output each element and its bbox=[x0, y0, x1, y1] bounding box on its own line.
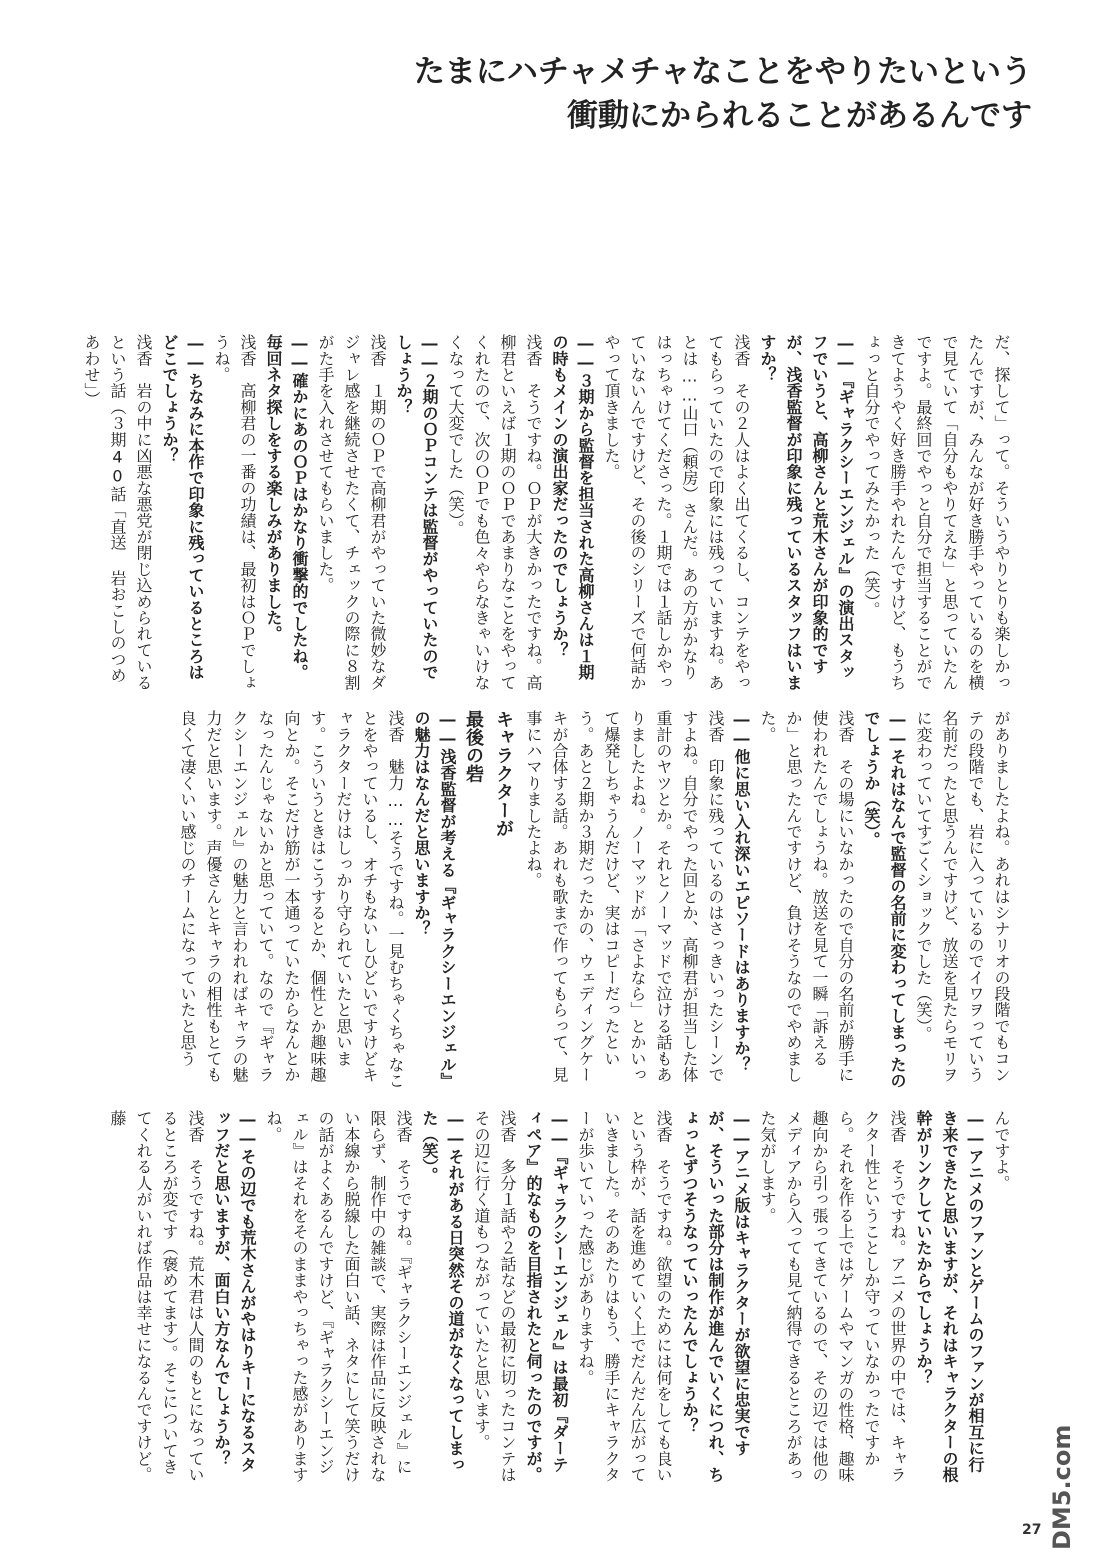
interview-paragraph: 浅香 岩の中に凶悪な悪党が閉じ込められているという話（３期40話「直送 岩おこしのつめあわせ」） bbox=[82, 334, 153, 691]
interview-question: ――それはなんで監督の名前に変わってしまったのでしょうか（笑）。 bbox=[862, 710, 907, 1089]
headline-line-2: 衝動にかられることがあるんです bbox=[567, 98, 1032, 134]
interview-question: ――他に思い入れ深いエピソードはありますか？ bbox=[732, 710, 751, 1073]
interview-paragraph: 浅香 そうですね。アニメの世界の中では、キャラクター性ということしか守っていなかったですから。それを作る上ではゲームやマンガの性格、趣味趣向から引っ張ってきているので、その辺では他のメディアから入っても見て納得できるところがあった気がします。 bbox=[758, 1110, 907, 1483]
interview-paragraph: 浅香 そうですね。ＯＰが大きかったですね。高柳君といえば１期のＯＰであまりなことをやってくれたので、次のＯＰでも色々やらなきゃいけなくなって大変でした（笑）。 bbox=[446, 334, 543, 691]
interview-paragraph: 浅香 そうですね。荒木君は人間のもとになっているところが変です（褒めてます）。そこについてきてくれる人がいれば作品は幸せになるんですけど。藤 bbox=[108, 1110, 205, 1483]
interview-paragraph: 浅香 そうですね。『ギャラクシーエンジェル』に限らず、制作中の雑談で、実際は作品に反映されない本線から脱線した面白い話、ネタにして笑うだけの話がよくあるんですけど、『ギャラクシーエンジェル』はそれをそのままやっちゃった感がありますね。 bbox=[264, 1110, 413, 1483]
interview-question: ――３期から監督を担当された高柳さんは１期の時もメインの演出家だったのでしょうか？ bbox=[550, 334, 595, 681]
interview-question: ――ちなみに本作で印象に残っているところはどこでしょうか？ bbox=[160, 334, 205, 681]
interview-paragraph: んですよ。 bbox=[992, 1110, 1011, 1191]
interview-paragraph: 浅香 印象に残っているのはさっきいったシーンですよね。自分でやった回とか、高柳君が担当した体重計のヤツとか。それとノーマッドで泣ける話もありましたよね。ノーマッドが「さよなら」とかいって爆発しちゃうんだけど、実はコピーだったという。あと２期か３期だったかの、ウェディングケーキが合体する話。あれも歌まで作ってもらって、見事にハマりましたよね。 bbox=[524, 710, 725, 1083]
interview-question: ――それがある日突然その道がなくなってしまった（笑）。 bbox=[420, 1110, 465, 1473]
interview-question: ――アニメ版はキャラクターが欲望に忠実ですが、そういった部分は制作が進んでいくにつれ、ちょっとずつそうなっていったんでしょうか？ bbox=[680, 1110, 751, 1483]
interview-question: ――その辺でも荒木さんがやはりキーになるスタッフだと思いますが、面白い方なんでしょうか？ bbox=[212, 1110, 257, 1473]
interview-question: ――アニメのファンとゲームのファンが相互に行き来できたと思いますが、それはキャラクターの根幹がリンクしていたからでしょうか？ bbox=[914, 1110, 985, 1483]
section-heading: 最後の砦 bbox=[463, 710, 484, 783]
watermark-logo bbox=[1040, 1400, 1090, 1560]
article-headline bbox=[332, 50, 1032, 138]
headline-line-1: たまにハチャメチャなことをやりたいという bbox=[413, 54, 1032, 90]
interview-paragraph: 浅香 その場にいなかったので自分の名前が勝手に使われたんでしょうね。放送を見て一瞬「訴えるか」と思ったんですけど、負けそうなのでやめました。 bbox=[758, 710, 855, 1083]
interview-paragraph: 浅香 そうですね。欲望のためには何をしても良いという枠が、話を進めていく上でだんだん広がっていきました。そのあたりはもう、勝手にキャラクターが歩いていった感じがありますね。 bbox=[576, 1110, 673, 1483]
interview-question: ――『ギャラクシーエンジェル』は最初『ダーティペア』的なものを目指されたと伺ったのですが。 bbox=[524, 1110, 569, 1483]
text-tier-top bbox=[84, 334, 1014, 694]
interview-question: ――確かにあのＯＰはかなり衝撃的でしたね。毎回ネタ探しをする楽しみがありました。 bbox=[264, 334, 309, 681]
interview-paragraph: 浅香 １期のＯＰで高柳君がやっていた微妙なダジャレ感を継続させたくて、チェックの際に８割がた手を入れさせてもらいました。 bbox=[316, 334, 387, 691]
text-tier-bottom bbox=[84, 1110, 1014, 1484]
interview-paragraph: 浅香 魅力……そうですね。一見むちゃくちゃなことをやっているし、オチもないしひどいですけどキャラクターだけはしっかり守られていたと思います。こういうときはこうするとか、個性とか趣味趣向とか。そこだけ筋が一本通っていたからなんとかなったんじゃないかと思っていて。なので『ギャラクシーエンジェル』の魅力と言われればキャラの魅力だと思います。声優さんとキャラの相性もとても良くて凄くいい感じのチームになっていたと思う bbox=[178, 710, 405, 1089]
interview-paragraph: 浅香 高柳君の一番の功績は、最初はＯＰでしょうね。 bbox=[212, 334, 257, 691]
interview-question: ――『ギャラクシーエンジェル』の演出スタッフでいうと、高柳さんと荒木さんが印象的ですが、浅香監督が印象に残っているスタッフはいますか？ bbox=[758, 334, 855, 691]
page-number: 27 bbox=[1022, 1522, 1042, 1538]
interview-paragraph: だ、探して」って。そういうやりとりも楽しかったんですが、みんなが好き勝手やっているのを横で見ていて「自分もやりてえな」と思っていたんですよ。最終回でやっと自分で担当することができてようやく好き勝手やれたんですけど、もうちょっと自分でやってみたかった（笑）。 bbox=[862, 334, 1011, 691]
interview-paragraph: 浅香 その２人はよく出てくるし、コンテをやってもらっていたので印象には残っていますね。あとは……山口（頼房）さんだ。あの方がかなりはっちゃけてくださった。１期では１話しかやっていないんですけど、その後のシリーズで何話かやって頂きました。 bbox=[602, 334, 751, 691]
text-tier-middle bbox=[84, 710, 1014, 1090]
interview-paragraph: がありましたよね。あれはシナリオの段階でもコンテの段階でも、岩に入っているのでイワヲっていう名前だったと思うんですけど、放送を見たらモリヲに変わっていてすごくショックでした（笑）。 bbox=[914, 710, 1011, 1083]
interview-question: ――２期のＯＰコンテは監督がやっていたのでしょうか？ bbox=[394, 334, 439, 681]
watermark-text: DM5.com bbox=[1048, 1424, 1076, 1550]
section-heading: キャラクターが bbox=[493, 710, 514, 838]
interview-paragraph: 浅香 多分１話や２話などの最初に切ったコンテはその辺に行く道もつながっていたと思います。 bbox=[472, 1110, 517, 1483]
interview-question: ――浅香監督が考える『ギャラクシーエンジェル』の魅力はなんだと思いますか？ bbox=[412, 710, 457, 1089]
